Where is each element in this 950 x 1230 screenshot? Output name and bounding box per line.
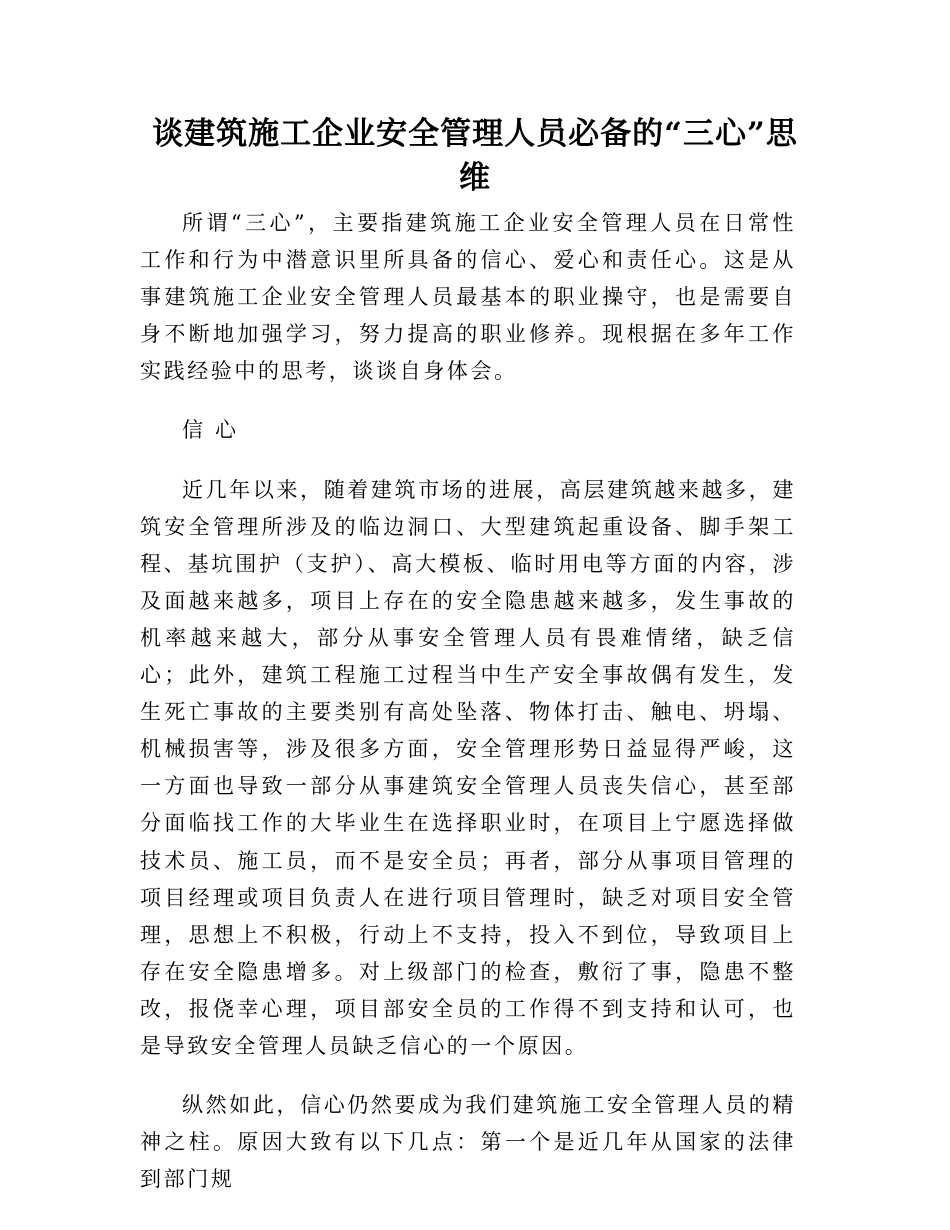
intro-paragraph: 所谓“三心”，主要指建筑施工企业安全管理人员在日常性工作和行为中潜意识里所具备的信心、爱心和责任心。这是从事建筑施工企业安全管理人员最基本的职业操守，也是需要自身不断地加强学习，努力提高的职业修养。现根据在多年工作实践经验中的思考，谈谈自身体会。 [140,211,796,384]
document-body [140,205,796,1220]
body-paragraph-2: 纵然如此，信心仍然要成为我们建筑施工安全管理人员的精神之柱。原因大致有以下几点：第一个是近几年从国家的法律到部门规 [140,1093,796,1192]
body-paragraph-1: 近几年以来，随着建筑市场的进展，高层建筑越来越多，建筑安全管理所涉及的临边洞口、大型建筑起重设备、脚手架工程、基坑围护（支护）、高大模板、临时用电等方面的内容，涉及面越来越多，项目上存在的安全隐患越来越多，发生事故的机率越来越大，部分从事安全管理人员有畏难情绪，缺乏信心；此外，建筑工程施工过程当中生产安全事故偶有发生，发生死亡事故的主要类别有高处坠落、物体打击、触电、坍塌、机械损害等，涉及很多方面，安全管理形势日益显得严峻，这一方面也导致一部分从事建筑安全管理人员丧失信心，甚至部分面临找工作的大毕业生在选择职业时，在项目上宁愿选择做技术员、施工员，而不是安全员；再者，部分从事项目管理的项目经理或项目负责人在进行项目管理时，缺乏对项目安全管理，思想上不积极，行动上不支持，投入不到位，导致项目上存在安全隐患增多。对上级部门的检查，敷衍了事，隐患不整改，报侥幸心理，项目部安全员的工作得不到支持和认可，也是导致安全管理人员缺乏信心的一个原因。 [140,477,796,1058]
document-title: 谈建筑施工企业安全管理人员必备的“三心”思维 [152,116,798,196]
section-heading-confidence: 信心 [182,418,248,443]
